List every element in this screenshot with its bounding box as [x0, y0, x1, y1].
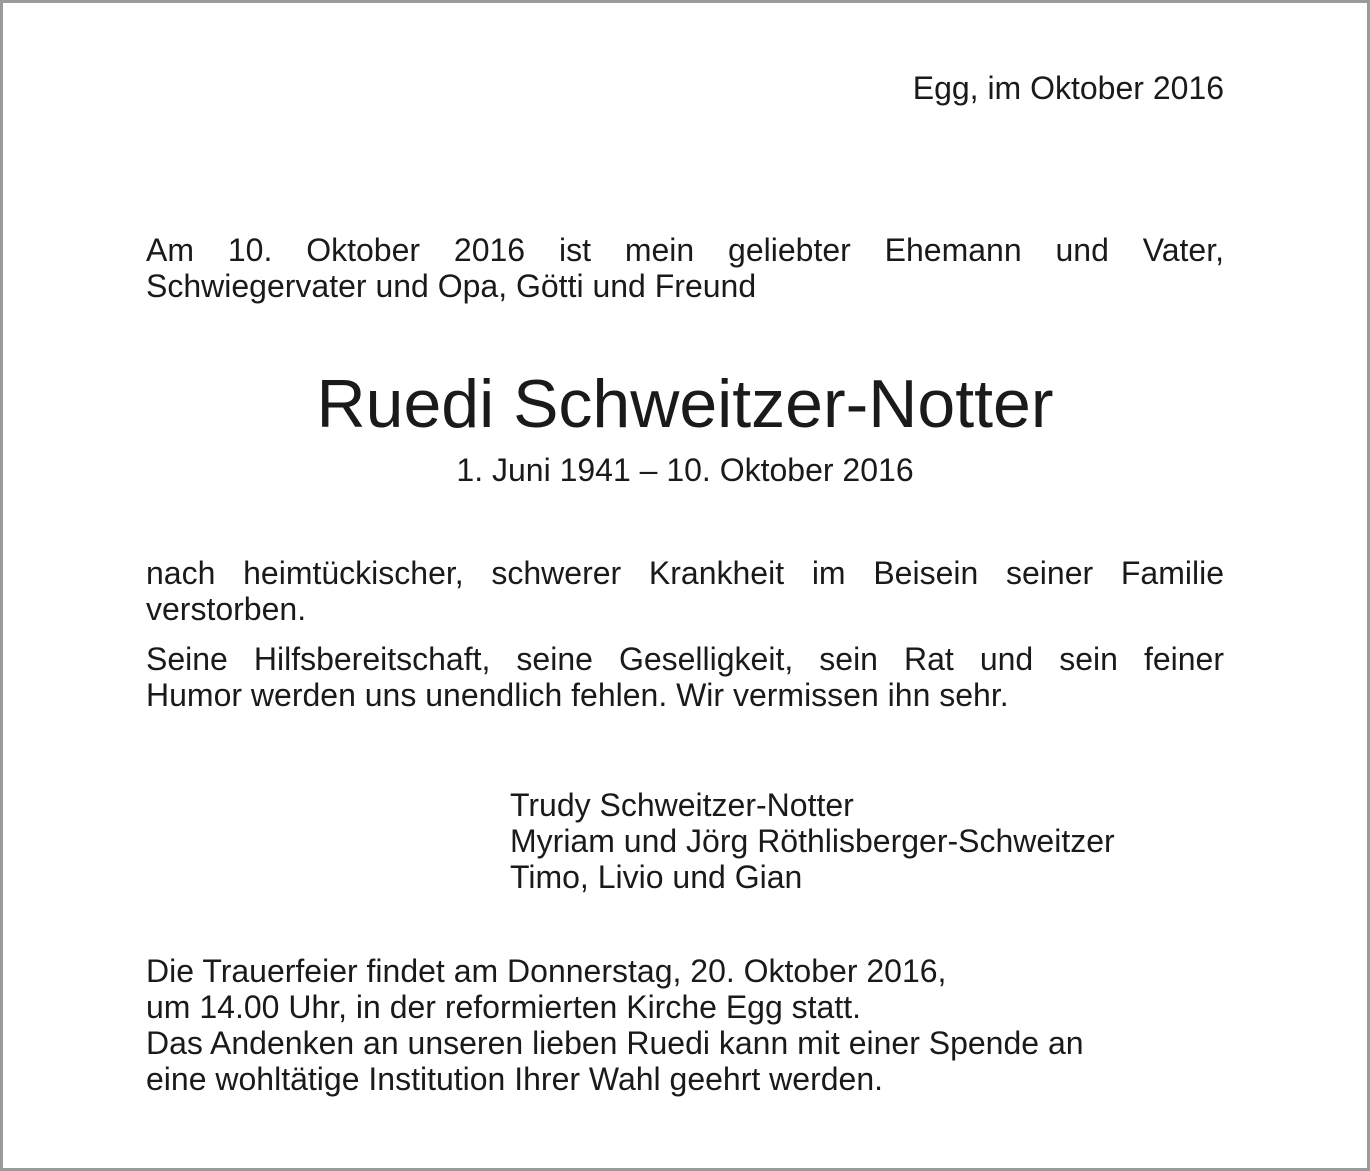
tribute-paragraph: [146, 641, 1224, 713]
paragraph-line: verstorben.: [146, 591, 307, 627]
signer-name: Timo, Livio und Gian: [510, 859, 803, 895]
intro-text: [146, 232, 1224, 304]
funeral-line: eine wohltätige Institution Ihrer Wahl geehrt werden.: [146, 1061, 883, 1097]
paragraph-line: Seine Hilfsbereitschaft, seine Geselligkeit, sein Rat und sein feiner: [146, 641, 1224, 677]
place-date: Egg, im Oktober 2016: [912, 70, 1224, 106]
paragraph-line: Humor werden uns unendlich fehlen. Wir vermissen ihn sehr.: [146, 677, 1009, 713]
intro-line: Am 10. Oktober 2016 ist mein geliebter Ehemann und Vater,: [146, 232, 1224, 268]
funeral-line: Die Trauerfeier findet am Donnerstag, 20. Oktober 2016,: [146, 953, 947, 989]
life-dates: 1. Juni 1941 – 10. Oktober 2016: [456, 452, 914, 488]
signers-list: [510, 787, 1115, 895]
death-notice: [146, 0, 1224, 1171]
funeral-info: [146, 953, 1224, 1097]
funeral-line: um 14.00 Uhr, in der reformierten Kirche Egg statt.: [146, 989, 861, 1025]
signer-name: Myriam und Jörg Röthlisberger-Schweitzer: [510, 823, 1115, 859]
intro-line: Schwiegervater und Opa, Götti und Freund: [146, 268, 757, 304]
signer-name: Trudy Schweitzer-Notter: [510, 787, 854, 823]
paragraph-line: nach heimtückischer, schwerer Krankheit im Beisein seiner Familie: [146, 555, 1224, 591]
passing-paragraph: [146, 555, 1224, 627]
deceased-name: Ruedi Schweitzer-Notter: [316, 366, 1054, 442]
funeral-line: Das Andenken an unseren lieben Ruedi kann mit einer Spende an: [146, 1025, 1084, 1061]
